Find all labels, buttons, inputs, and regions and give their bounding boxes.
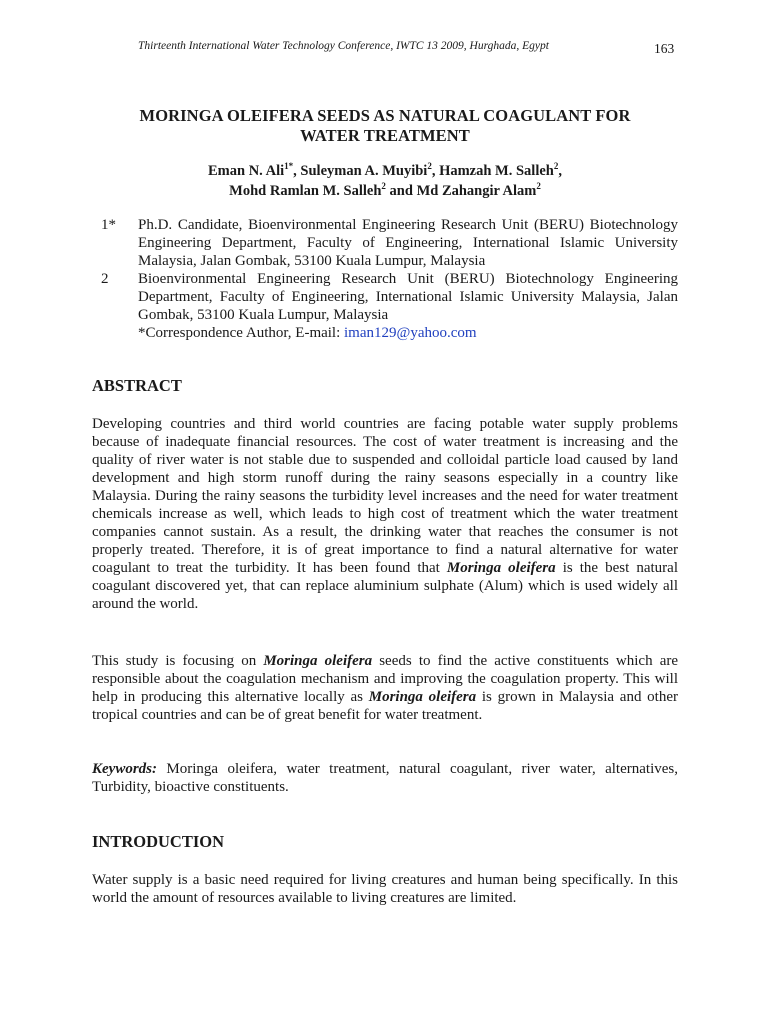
author-name: Hamzah M. Salleh [439, 163, 554, 179]
author-affil-mark: 2 [536, 181, 541, 192]
introduction-heading: INTRODUCTION [92, 832, 225, 851]
author-affil-mark: 2 [381, 181, 386, 192]
affiliation-2-body: Bioenvironmental Engineering Research Unit (BERU) Biotechnology Engineering Department, Faculty of Engineering, International Islamic University Malaysia, Jalan Gombak, 53100 Kuala Lumpur, Malaysia [138, 271, 678, 323]
text-run: This study is focusing on [92, 653, 264, 669]
author-affil-mark: 1* [284, 161, 294, 172]
keywords-label: Keywords: [92, 761, 157, 777]
author-affil-mark: 2 [427, 161, 432, 172]
author-separator: , [558, 163, 562, 179]
affiliation-text: Ph.D. Candidate, Bioenvironmental Engineering Research Unit (BERU) Biotechnology Engineering Department, Faculty of Engineering, International Islamic University Malaysia, Jalan Gombak, 53100 Kuala Lumpur, Malaysia [138, 217, 678, 269]
author-separator: , [431, 163, 440, 179]
author-line-1 [92, 161, 678, 181]
running-head: Thirteenth International Water Technology Conference, IWTC 13 2009, Hurghada, Egypt [138, 40, 549, 52]
author-name: Mohd Ramlan M. Salleh [229, 183, 382, 199]
emphasis-species: Moringa oleifera [368, 689, 477, 705]
title-line-1: MORINGA OLEIFERA SEEDS AS NATURAL COAGULANT FOR [139, 106, 631, 125]
emphasis-species: Moringa oleifera [263, 653, 373, 669]
affiliation-mark: 1* [101, 217, 116, 233]
text-run: is grown in Malaysia and other tropical countries and can be of great benefit for water treatment. [92, 689, 678, 723]
affiliation-2 [92, 270, 678, 342]
author-line-2 [92, 181, 678, 201]
affiliation-text [138, 270, 678, 342]
emphasis-species: Moringa oleifera [446, 560, 556, 576]
author-affil-mark: 2 [553, 161, 559, 172]
author-name: Eman N. Ali [208, 163, 285, 179]
introduction-paragraph-1: Water supply is a basic need required for living creatures and human being specifically. In this world the amount of resources available to living creatures are limited. [92, 872, 678, 906]
author-separator: and [385, 183, 417, 199]
title-line-2: WATER TREATMENT [300, 126, 470, 145]
text-run: is the best natural coagulant discovered yet, that can replace aluminium sulphate (Alum) which is used widely all around the world. [92, 560, 678, 612]
affiliation-1 [92, 216, 678, 270]
affiliations [92, 216, 678, 342]
paper-title [92, 106, 678, 146]
abstract-paragraph-2 [92, 652, 678, 724]
author-name: Suleyman A. Muyibi [300, 163, 428, 179]
text-run: seeds to find the active constituents which are responsible about the coagulation mechanism and improving the coagulation property. This will help in producing this alternative locally as [92, 653, 679, 705]
text-run: Developing countries and third world countries are facing potable water supply problems because of inadequate financial resources. The cost of water treatment is increasing and the quality of river water is not stable due to suspended and colloidal particle load caused by land development and high storm runoff during the rainy seasons especially in a country like Malaysia. During the rainy seasons the turbidity level increases and the need for water treatment chemicals increase as well, which leads to high cost of treatment which the water treatment companies cannot sustain. As a result, the drinking water that reaches the consumer is not properly treated. Therefore, it is of great importance to find a natural alternative for water coagulant to treat the turbidity. It has been found that [92, 416, 678, 576]
keywords-text: Moringa oleifera, water treatment, natural coagulant, river water, alternatives, Turbidity, bioactive constituents. [92, 761, 678, 795]
author-name: Md Zahangir Alam [416, 183, 537, 199]
abstract-heading: ABSTRACT [92, 376, 182, 395]
abstract-paragraph-1 [92, 415, 678, 613]
email-link[interactable]: iman129@yahoo.com [344, 325, 477, 341]
affiliation-mark: 2 [101, 271, 109, 287]
keywords-paragraph [92, 760, 678, 796]
author-separator: , [293, 163, 301, 179]
page-number: 163 [654, 41, 675, 56]
correspondence-label: *Correspondence Author, E-mail: [138, 325, 345, 341]
author-list [92, 161, 678, 201]
